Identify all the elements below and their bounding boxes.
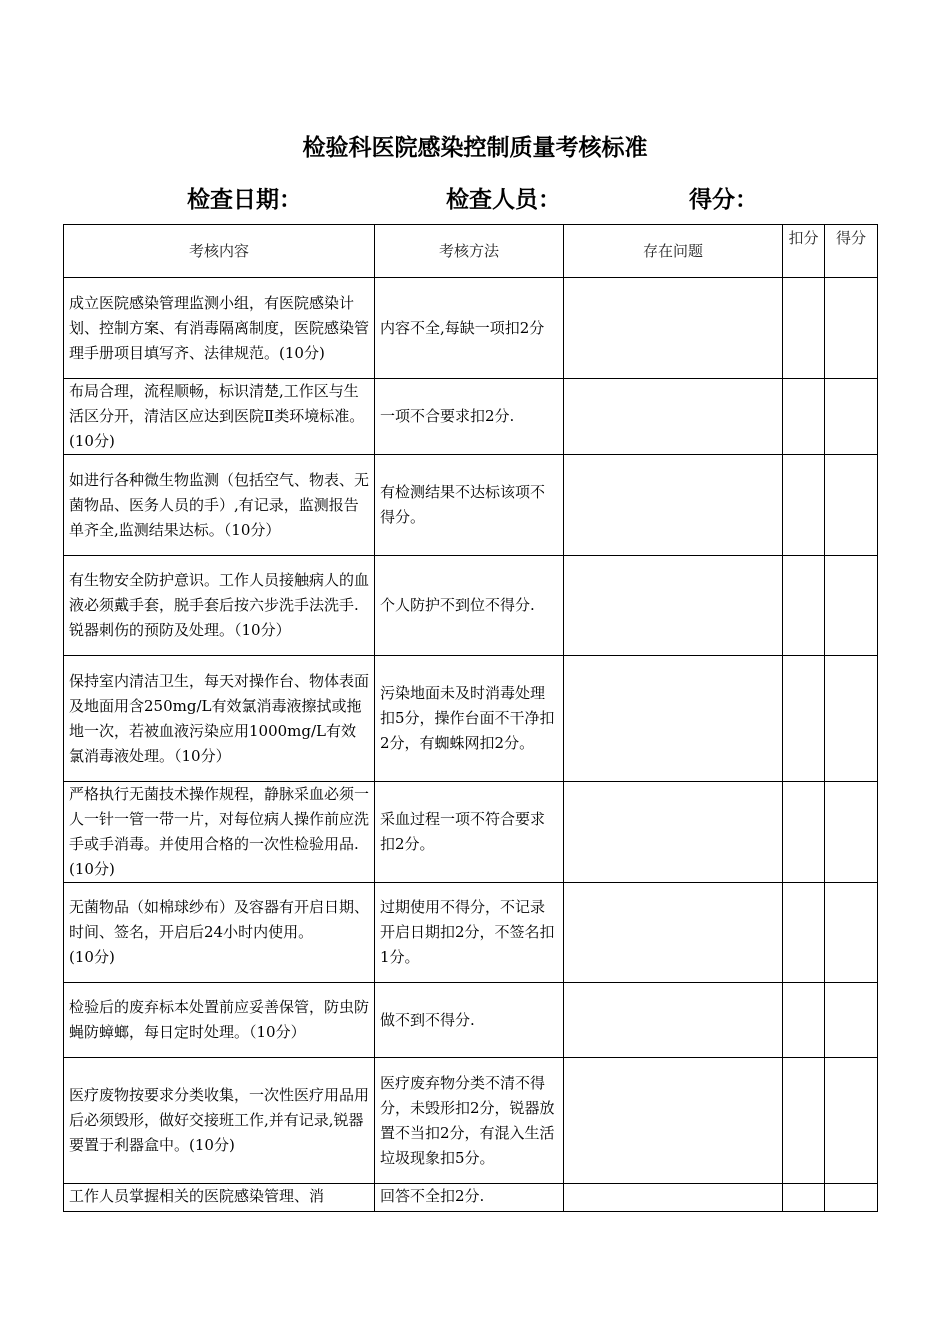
row-issue[interactable] bbox=[564, 379, 783, 455]
header-deduct: 扣分 bbox=[783, 225, 825, 278]
row-content: 医疗废物按要求分类收集，一次性医疗用品用后必须毁形，做好交接班工作,并有记录,锐器要置于利器盒中。(10分) bbox=[64, 1058, 375, 1184]
row-deduct[interactable] bbox=[783, 278, 825, 379]
header-issue: 存在问题 bbox=[564, 225, 783, 278]
row-content: 有生物安全防护意识。工作人员接触病人的血液必须戴手套，脱手套后按六步洗手法洗手.锐器刺伤的预防及处理。（10分） bbox=[64, 556, 375, 656]
table-row bbox=[64, 455, 878, 556]
page-title: 检验科医院感染控制质量考核标准 bbox=[302, 135, 648, 161]
inspector-label: 检查人员： bbox=[446, 187, 561, 213]
row-content: 布局合理，流程顺畅，标识清楚,工作区与生活区分开，清洁区应达到医院Ⅱ类环境标准。(10分) bbox=[64, 379, 375, 455]
row-content: 成立医院感染管理监测小组，有医院感染计划、控制方案、有消毒隔离制度，医院感染管理手册项目填写齐、法律规范。(10分) bbox=[64, 278, 375, 379]
row-method: 内容不全,每缺一项扣2分 bbox=[375, 278, 564, 379]
row-content: 工作人员掌握相关的医院感染管理、消 bbox=[64, 1184, 375, 1212]
row-score[interactable] bbox=[825, 983, 878, 1058]
row-content: 无菌物品（如棉球纱布）及容器有开启日期、时间、签名，开启后24小时内使用。 (10分) bbox=[64, 883, 375, 983]
row-content: 如进行各种微生物监测（包括空气、物表、无菌物品、医务人员的手）,有记录，监测报告单齐全,监测结果达标。（10分） bbox=[64, 455, 375, 556]
row-issue[interactable] bbox=[564, 983, 783, 1058]
row-content: 保持室内清洁卫生，每天对操作台、物体表面及地面用含250mg/L有效氯消毒液擦拭或拖地一次，若被血液污染应用1000mg/L有效氯消毒液处理。（10分） bbox=[64, 656, 375, 782]
table-row bbox=[64, 883, 878, 983]
row-score[interactable] bbox=[825, 782, 878, 883]
table-row bbox=[64, 1184, 878, 1212]
row-method: 个人防护不到位不得分. bbox=[375, 556, 564, 656]
table-row bbox=[64, 379, 878, 455]
row-deduct[interactable] bbox=[783, 656, 825, 782]
assessment-table bbox=[63, 224, 878, 1212]
row-deduct[interactable] bbox=[783, 1184, 825, 1212]
table-row bbox=[64, 1058, 878, 1184]
table-row bbox=[64, 983, 878, 1058]
row-method: 采血过程一项不符合要求扣2分。 bbox=[375, 782, 564, 883]
row-deduct[interactable] bbox=[783, 556, 825, 656]
row-deduct[interactable] bbox=[783, 782, 825, 883]
row-score[interactable] bbox=[825, 455, 878, 556]
row-issue[interactable] bbox=[564, 656, 783, 782]
row-issue[interactable] bbox=[564, 278, 783, 379]
row-method: 一项不合要求扣2分. bbox=[375, 379, 564, 455]
row-issue[interactable] bbox=[564, 556, 783, 656]
header-method: 考核方法 bbox=[375, 225, 564, 278]
row-content: 严格执行无菌技术操作规程，静脉采血必须一人一针一管一带一片，对每位病人操作前应洗手或手消毒。并使用合格的一次性检验用品.(10分) bbox=[64, 782, 375, 883]
row-score[interactable] bbox=[825, 1058, 878, 1184]
row-deduct[interactable] bbox=[783, 455, 825, 556]
row-method: 污染地面未及时消毒处理扣5分，操作台面不干净扣2分，有蜘蛛网扣2分。 bbox=[375, 656, 564, 782]
row-score[interactable] bbox=[825, 556, 878, 656]
row-issue[interactable] bbox=[564, 782, 783, 883]
table-header-row bbox=[64, 225, 878, 278]
row-method: 回答不全扣2分. bbox=[375, 1184, 564, 1212]
row-issue[interactable] bbox=[564, 883, 783, 983]
table-row bbox=[64, 278, 878, 379]
inspection-date-label: 检查日期： bbox=[187, 187, 302, 213]
row-deduct[interactable] bbox=[783, 883, 825, 983]
row-deduct[interactable] bbox=[783, 983, 825, 1058]
row-issue[interactable] bbox=[564, 455, 783, 556]
row-issue[interactable] bbox=[564, 1184, 783, 1212]
row-score[interactable] bbox=[825, 278, 878, 379]
row-score[interactable] bbox=[825, 1184, 878, 1212]
row-score[interactable] bbox=[825, 379, 878, 455]
row-method: 过期使用不得分，不记录开启日期扣2分，不签名扣1分。 bbox=[375, 883, 564, 983]
row-content: 检验后的废弃标本处置前应妥善保管，防虫防蝇防蟑螂，每日定时处理。（10分） bbox=[64, 983, 375, 1058]
row-score[interactable] bbox=[825, 883, 878, 983]
row-issue[interactable] bbox=[564, 1058, 783, 1184]
header-score: 得分 bbox=[825, 225, 878, 278]
row-deduct[interactable] bbox=[783, 1058, 825, 1184]
row-score[interactable] bbox=[825, 656, 878, 782]
table-row bbox=[64, 656, 878, 782]
total-score-label: 得分： bbox=[689, 187, 758, 213]
header-content: 考核内容 bbox=[64, 225, 375, 278]
row-method: 做不到不得分. bbox=[375, 983, 564, 1058]
row-deduct[interactable] bbox=[783, 379, 825, 455]
row-method: 有检测结果不达标该项不得分。 bbox=[375, 455, 564, 556]
row-method: 医疗废弃物分类不清不得分，未毁形扣2分，锐器放置不当扣2分，有混入生活垃圾现象扣5分。 bbox=[375, 1058, 564, 1184]
table-row bbox=[64, 782, 878, 883]
table-row bbox=[64, 556, 878, 656]
